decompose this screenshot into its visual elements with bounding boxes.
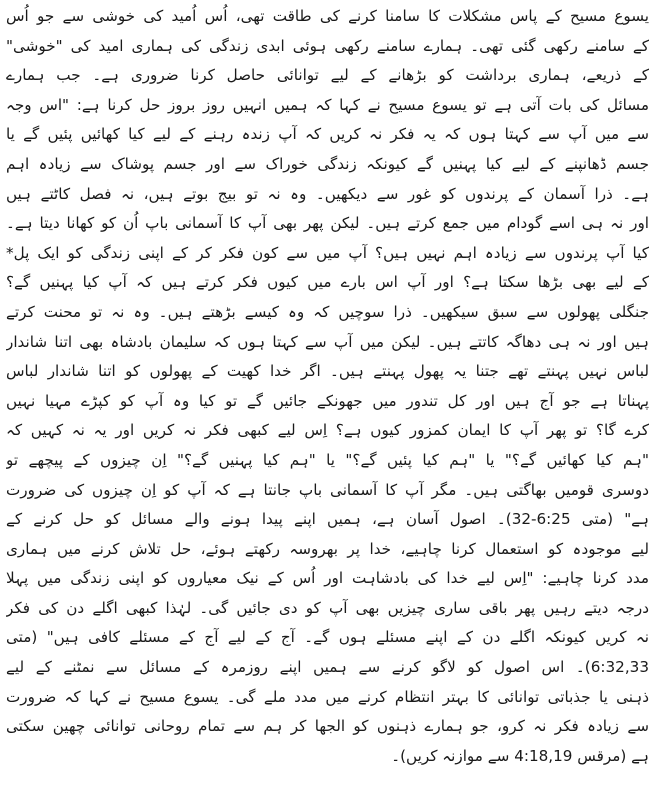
text-line-4: مسائل کی بات آتی ہے تو یسوع مسیح نے کہا کہ ہمیں انہیں روز بروز حل کرنا ہے: "اس وجہ — [6, 95, 649, 114]
text-line-1: یسوع مسیح کے پاس مشکلات کا سامنا کرنے کی طاقت تھی، اُس اُمید کی خوشی سے جو اُس — [6, 7, 649, 25]
text-line-12: ہیں اور نہ ہی دھاگہ کاتتے ہیں۔ لیکن میں آپ سے کہتا ہوں کہ سلیمان بادشاہ بھی اتنا شاندار — [6, 332, 649, 351]
text-line-5: سے میں آپ سے کہتا ہوں کہ یہ فکر نہ کریں کہ آپ زندہ رہنے کے لیے کیا کھائیں پئیں گے یا — [6, 125, 649, 144]
text-line-16: "ہم کیا کھائیں گے؟" یا "ہم کیا پئیں گے؟" یا "ہم کیا پہنیں گے؟" اِن چیزوں کے پیچھے تو — [6, 450, 649, 469]
text-line-26: ہے (مرقس 4:18,19 سے موازنہ کریں)۔ — [391, 746, 649, 765]
text-line-15: کرے گا؟ تو پھر آپ کا ایمان کمزور کیوں ہے؟ اِس لیے کبھی فکر نہ کریں اور یہ نہ کہیں کہ — [6, 421, 649, 440]
text-line-3: کے ذریعے، ہماری برداشت کو بڑھانے کے لیے توانائی حاصل کرنا ضروری ہے۔ جب ہمارے — [6, 66, 649, 85]
text-line-2: کے سامنے رکھی گئی تھی۔ ہمارے سامنے رکھی ہوئی ابدی زندگی کی ہماری امید کی "خوشی" — [6, 36, 649, 55]
text-line-25: سے زیادہ فکر نہ کرو، جو ہمارے ذہنوں کو الجھا کر ہم سے تمام روحانی توانائی چھین سکتی — [6, 717, 649, 736]
text-line-23: 6:32,33)۔ اس اصول کو لاگو کرنے سے ہمیں اپنے روزمرہ کے مسائل سے نمٹنے کے لیے — [6, 658, 649, 677]
text-line-7: ہے۔ ذرا آسمان کے پرندوں کو غور سے دیکھیں۔ وہ نہ تو بیج بوتے ہیں، نہ فصل کاٹتے ہیں — [6, 184, 649, 203]
text-line-11: جنگلی پھولوں سے سبق سیکھیں۔ ذرا سوچیں کہ وہ کیسے بڑھتے ہیں۔ وہ نہ تو محنت کرتے — [6, 302, 649, 321]
text-line-17: دوسری قومیں بھاگتی ہیں۔ مگر آپ کا آسمانی باپ جانتا ہے کہ آپ کو اِن چیزوں کی ضرورت — [6, 480, 649, 499]
text-line-8: اور نہ ہی اسے گودام میں جمع کرتے ہیں۔ لیکن پھر بھی آپ کا آسمانی باپ اُن کو کھانا دیتا ہے۔ — [6, 214, 649, 233]
text-line-14: پہناتا ہے جو آج ہیں اور کل تندور میں جھونکے جائیں گے تو کیا وہ آپ کو کپڑے مہیا نہیں — [6, 391, 649, 410]
text-line-22: نہ کریں کیونکہ اگلے دن کے اپنے مسئلے ہوں گے۔ آج کے لیے آج کے مسئلے کافی ہیں" (متی — [6, 628, 649, 647]
text-line-10: کے لیے بھی بڑھا سکتا ہے؟ اور آپ اس بارے میں کیوں فکر کرتے ہیں کہ آپ کیا پہنیں گے؟ — [6, 273, 649, 292]
text-line-20: مدد کرنا چاہیے: "اِس لیے خدا کی بادشاہت اور اُس کے نیک معیاروں کو اپنی زندگی میں پہلا — [6, 569, 649, 588]
text-line-19: لیے موجودہ کو استعمال کرنا چاہیے، خدا پر بھروسہ رکھتے ہوئے، حل تلاش کرنے میں ہماری — [6, 539, 649, 558]
text-line-21: درجہ دیتے رہیں پھر باقی ساری چیزیں بھی آپ کو دی جائیں گی۔ لہٰذا کبھی اگلے دن کی فکر — [6, 598, 649, 617]
text-line-9: کیا آپ پرندوں سے زیادہ اہم نہیں ہیں؟ آپ میں سے کون فکر کر کے اپنی زندگی کو ایک پل* — [6, 243, 649, 262]
text-line-18: ہے" (متی 6:25-32)۔ اصول آسان ہے، ہمیں اپنے پیدا ہونے والے مسائل کو حل کرنے کے — [6, 510, 649, 529]
text-line-13: لباس نہیں پہنتے تھے جتنا یہ پھول پہنتے ہیں۔ اگر خدا کھیت کے پھولوں کو اتنا شاندار لباس — [6, 362, 649, 381]
text-line-24: ذہنی یا جذباتی توانائی کا بہتر انتظام کرنے میں مدد ملے گی۔ یسوع مسیح نے کہا کہ ضرورت — [6, 687, 649, 706]
text-line-6: جسم ڈھانپنے کے لیے کیا پہنیں گے کیونکہ زندگی خوراک سے اور جسم پوشاک سے زیادہ اہم — [6, 154, 649, 173]
